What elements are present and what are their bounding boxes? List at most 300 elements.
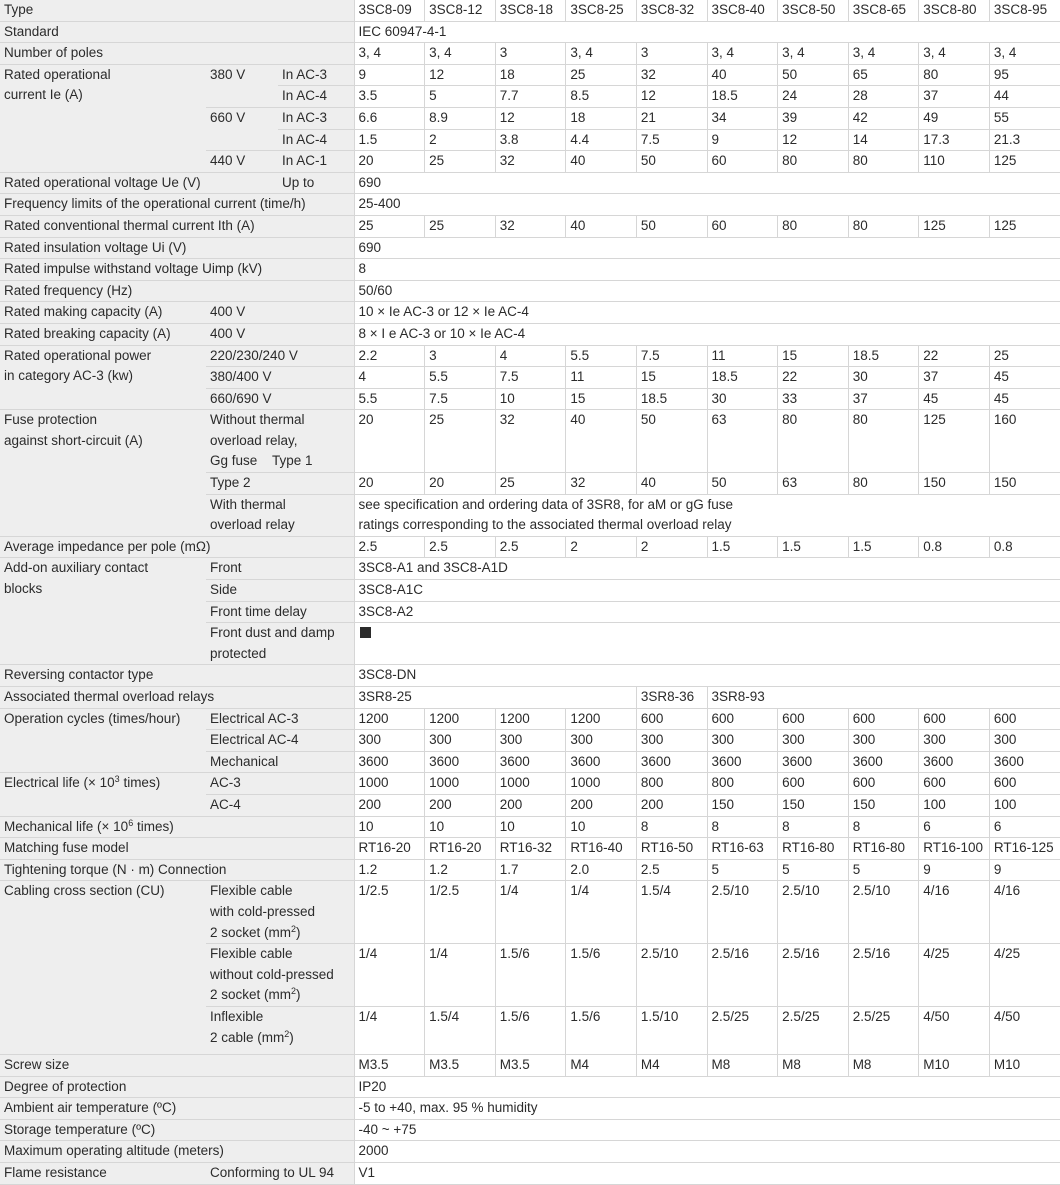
value-cell: 300	[495, 730, 566, 752]
value-cell: 300	[919, 730, 990, 752]
label-line: 2 cable (mm	[210, 1029, 285, 1045]
value-cell: 63	[707, 410, 778, 473]
value-cell: 50	[636, 215, 707, 237]
sub-label: 220/230/240 V	[206, 345, 354, 367]
value-cell: 22	[919, 345, 990, 367]
value-cell: 15	[566, 388, 637, 410]
row-cycles-e3	[0, 708, 1060, 730]
value-cell: 33	[778, 388, 849, 410]
value-cell: 18.5	[707, 86, 778, 108]
sub-label: 660/690 V	[206, 388, 354, 410]
value-cell: 600	[848, 773, 919, 795]
label-line: 2 socket (mm	[210, 987, 292, 1003]
row-reversing	[0, 665, 1060, 687]
row-breaking	[0, 323, 1060, 345]
value-cell: 37	[919, 86, 990, 108]
value-cell: 3600	[495, 751, 566, 773]
sub-label: 440 V	[206, 151, 278, 173]
sub-label	[206, 494, 354, 536]
note-line: ratings corresponding to the associated thermal overload relay	[358, 517, 732, 533]
model-header: 3SC8-25	[566, 0, 637, 21]
row-poles	[0, 43, 1060, 65]
value-cell: 125	[989, 151, 1060, 173]
sub-label: Type 2	[206, 473, 354, 495]
value-cell: 8.9	[425, 107, 496, 129]
value-cell: 690	[354, 237, 1060, 259]
value-cell: 150	[989, 473, 1060, 495]
sub-label: In AC-3	[278, 107, 354, 129]
value-cell: 40	[566, 215, 637, 237]
sub-label: Electrical AC-3	[206, 708, 354, 730]
row-label: Type	[0, 0, 354, 21]
value-cell: 5.5	[354, 388, 425, 410]
value-cell: M8	[848, 1055, 919, 1077]
value-cell: 3, 4	[354, 43, 425, 65]
value-cell: 5	[778, 859, 849, 881]
value-cell: 1/4	[425, 944, 496, 1007]
row-making	[0, 302, 1060, 324]
value-cell: 600	[919, 773, 990, 795]
row-label: Storage temperature (ºC)	[0, 1119, 354, 1141]
value-cell: 3SR8-93	[707, 687, 1060, 709]
sub-label: Front	[206, 558, 354, 580]
value-cell: 600	[778, 708, 849, 730]
row-label: Rated insulation voltage Ui (V)	[0, 237, 354, 259]
sub-label	[206, 1006, 354, 1054]
row-voltage	[0, 172, 1060, 194]
value-cell: 6	[989, 816, 1060, 838]
value-cell: 3	[425, 345, 496, 367]
value-cell: 1.7	[495, 859, 566, 881]
value-cell: 15	[778, 345, 849, 367]
value-cell: 22	[778, 367, 849, 389]
value-cell: 300	[425, 730, 496, 752]
value-cell: V1	[354, 1163, 1060, 1185]
row-label	[0, 410, 206, 537]
value-cell: 50	[636, 410, 707, 473]
row-label: Rated frequency (Hz)	[0, 280, 354, 302]
value-cell: 200	[495, 794, 566, 816]
value-cell: 60	[707, 151, 778, 173]
model-header: 3SC8-18	[495, 0, 566, 21]
value-cell: 14	[848, 129, 919, 151]
label-line: Add-on auxiliary contact	[4, 560, 149, 576]
value-cell: 1.5/4	[636, 881, 707, 944]
value-cell: 1.5/6	[495, 1006, 566, 1054]
value-cell: 40	[636, 473, 707, 495]
row-label: Rated making capacity (A)	[0, 302, 206, 324]
value-cell: IEC 60947-4-1	[354, 21, 1060, 43]
value-cell: 8	[707, 816, 778, 838]
value-cell: 20	[425, 473, 496, 495]
value-cell: 49	[919, 107, 990, 129]
value-cell: 8.5	[566, 86, 637, 108]
label-line: overload relay	[210, 517, 295, 533]
value-cell: 3600	[636, 751, 707, 773]
value-cell: 100	[919, 794, 990, 816]
value-cell: IP20	[354, 1076, 1060, 1098]
value-cell: 2.5	[354, 536, 425, 558]
value-cell: 600	[636, 708, 707, 730]
value-cell: 32	[566, 473, 637, 495]
value-cell: 30	[848, 367, 919, 389]
value-cell: 17.3	[919, 129, 990, 151]
row-impulse	[0, 259, 1060, 281]
value-cell: 2.5	[636, 859, 707, 881]
model-header: 3SC8-50	[778, 0, 849, 21]
row-insulation	[0, 237, 1060, 259]
value-cell: 1/4	[566, 881, 637, 944]
value-cell: M3.5	[495, 1055, 566, 1077]
row-mlife	[0, 816, 1060, 838]
value-cell: 20	[354, 473, 425, 495]
value-cell: 9	[707, 129, 778, 151]
row-label: Standard	[0, 21, 354, 43]
value-cell: 9	[919, 859, 990, 881]
value-cell: 1.2	[425, 859, 496, 881]
row-impedance	[0, 536, 1060, 558]
row-label: Rated operational voltage Ue (V)	[0, 172, 278, 194]
sub-label: Conforming to UL 94	[206, 1163, 354, 1185]
sub-label: 400 V	[206, 323, 354, 345]
value-cell: 25	[425, 410, 496, 473]
value-cell: 24	[778, 86, 849, 108]
value-cell: 40	[566, 410, 637, 473]
value-cell: 3SR8-25	[354, 687, 636, 709]
value-cell: 39	[778, 107, 849, 129]
value-cell: 2.5/16	[848, 944, 919, 1007]
sub-label	[206, 881, 354, 944]
value-cell: M3.5	[354, 1055, 425, 1077]
value-cell: 18	[566, 107, 637, 129]
value-cell: 65	[848, 64, 919, 86]
label-line: Inflexible	[210, 1008, 264, 1024]
value-cell: 12	[495, 107, 566, 129]
sub-label: 400 V	[206, 302, 354, 324]
value-cell: 10	[495, 816, 566, 838]
label-line: with cold-pressed	[210, 903, 316, 919]
value-cell: 32	[495, 151, 566, 173]
value-cell: RT16-80	[848, 838, 919, 860]
value-cell: 8	[636, 816, 707, 838]
value-cell: 1200	[495, 708, 566, 730]
value-cell: 5	[848, 859, 919, 881]
value-cell: 6.6	[354, 107, 425, 129]
value-cell: 300	[354, 730, 425, 752]
value-cell: 300	[989, 730, 1060, 752]
value-cell: 25	[495, 473, 566, 495]
value-cell: 2000	[354, 1141, 1060, 1163]
value-cell: M8	[707, 1055, 778, 1077]
sub-label	[206, 623, 354, 665]
sub-label: AC-4	[206, 794, 354, 816]
value-cell: 300	[848, 730, 919, 752]
row-storage	[0, 1119, 1060, 1141]
value-cell: M4	[566, 1055, 637, 1077]
value-cell: 4	[495, 345, 566, 367]
label-sup: 2	[291, 923, 297, 934]
value-cell: 3.5	[354, 86, 425, 108]
value-cell: 18.5	[707, 367, 778, 389]
label-line: Flexible cable	[210, 883, 293, 899]
model-header: 3SC8-65	[848, 0, 919, 21]
value-cell: 10	[566, 816, 637, 838]
value-cell: 37	[919, 367, 990, 389]
value-cell: RT16-125	[989, 838, 1060, 860]
value-cell: 1.5/6	[566, 1006, 637, 1054]
row-fuse-type1	[0, 410, 1060, 473]
value-cell: 40	[566, 151, 637, 173]
row-label: Tightening torque (N · m) Connection	[0, 859, 354, 881]
row-label: Degree of protection	[0, 1076, 354, 1098]
value-cell: 20	[354, 410, 425, 473]
value-cell: 1.5	[778, 536, 849, 558]
value-cell: 6	[919, 816, 990, 838]
value-cell: 1200	[354, 708, 425, 730]
value-cell: 1.5	[354, 129, 425, 151]
sub-label: Up to	[278, 172, 354, 194]
value-cell: 3600	[566, 751, 637, 773]
value-cell: 3, 4	[778, 43, 849, 65]
value-cell: 1/4	[354, 944, 425, 1007]
label-sup: 3	[114, 774, 120, 785]
value-cell: 2.5/25	[778, 1006, 849, 1054]
value-cell: 1000	[354, 773, 425, 795]
value-cell: 3SR8-36	[636, 687, 707, 709]
row-standard	[0, 21, 1060, 43]
row-label: Cabling cross section (CU)	[0, 881, 206, 1055]
sub-label: In AC-1	[278, 151, 354, 173]
value-cell: 18.5	[636, 388, 707, 410]
value-cell: 2.2	[354, 345, 425, 367]
row-fuse-model	[0, 838, 1060, 860]
value-cell: 600	[778, 773, 849, 795]
value-cell: 25	[989, 345, 1060, 367]
value-cell: 1000	[425, 773, 496, 795]
label-part: times)	[133, 818, 174, 834]
row-label	[0, 773, 206, 816]
label-part: )	[289, 1029, 294, 1045]
value-cell: 2.5/10	[636, 944, 707, 1007]
value-cell: 3600	[778, 751, 849, 773]
value-cell: 600	[848, 708, 919, 730]
value-cell: 3, 4	[989, 43, 1060, 65]
value-cell: 2.0	[566, 859, 637, 881]
model-header: 3SC8-80	[919, 0, 990, 21]
label-part: Electrical life (× 10	[4, 775, 115, 791]
value-cell: 600	[989, 708, 1060, 730]
sub-label: 660 V	[206, 107, 278, 150]
row-label: Matching fuse model	[0, 838, 354, 860]
value-cell: 20	[354, 151, 425, 173]
row-label: Rated conventional thermal current Ith (A)	[0, 215, 354, 237]
value-cell: 800	[636, 773, 707, 795]
value-cell: 25	[425, 215, 496, 237]
value-cell: 5	[425, 86, 496, 108]
sub-label: Electrical AC-4	[206, 730, 354, 752]
value-cell: 200	[566, 794, 637, 816]
value-cell: 1000	[566, 773, 637, 795]
value-cell: 0.8	[919, 536, 990, 558]
value-cell: M10	[989, 1055, 1060, 1077]
value-cell: 7.5	[495, 367, 566, 389]
value-cell: 63	[778, 473, 849, 495]
value-cell: 80	[778, 410, 849, 473]
value-cell: 2.5/10	[848, 881, 919, 944]
label-part: times)	[119, 775, 161, 791]
label-part: )	[296, 987, 301, 1003]
value-cell: 3SC8-A1 and 3SC8-A1D	[354, 558, 1060, 580]
value-cell: 45	[989, 388, 1060, 410]
row-flame	[0, 1163, 1060, 1185]
value-cell: 150	[919, 473, 990, 495]
value-cell: 45	[989, 367, 1060, 389]
value-cell: 18	[495, 64, 566, 86]
value-cell: 1.5/10	[636, 1006, 707, 1054]
value-cell: 2.5/10	[778, 881, 849, 944]
label-sup: 2	[284, 1028, 290, 1039]
value-cell: 300	[636, 730, 707, 752]
value-cell: 5.5	[566, 345, 637, 367]
value-cell: 80	[919, 64, 990, 86]
label-line: against short-circuit (A)	[4, 432, 143, 448]
value-cell: 1.5/6	[566, 944, 637, 1007]
value-cell: 3, 4	[848, 43, 919, 65]
value-cell: 3SC8-A2	[354, 601, 1060, 623]
value-cell: 4.4	[566, 129, 637, 151]
value-cell: 12	[425, 64, 496, 86]
value-cell: 3600	[989, 751, 1060, 773]
value-cell: 21.3	[989, 129, 1060, 151]
value-cell: 125	[989, 215, 1060, 237]
value-cell: 12	[778, 129, 849, 151]
value-cell: 1.2	[354, 859, 425, 881]
value-cell: 8 × I e AC-3 or 10 × Ie AC-4	[354, 323, 1060, 345]
value-cell: 44	[989, 86, 1060, 108]
sub-label: AC-3	[206, 773, 354, 795]
value-cell: 600	[989, 773, 1060, 795]
value-cell: 150	[848, 794, 919, 816]
value-cell: 10	[495, 388, 566, 410]
value-cell: 80	[848, 215, 919, 237]
label-line: 2 socket (mm	[210, 924, 292, 940]
value-cell: 4/50	[989, 1006, 1060, 1054]
value-cell: 34	[707, 107, 778, 129]
label-line: Rated operational power	[4, 347, 152, 363]
row-label: Ambient air temperature (ºC)	[0, 1098, 354, 1120]
row-label: Rated impulse withstand voltage Uimp (kV)	[0, 259, 354, 281]
row-torque	[0, 859, 1060, 881]
value-cell: 32	[495, 410, 566, 473]
value-cell: 125	[919, 410, 990, 473]
value-cell: 50/60	[354, 280, 1060, 302]
value-cell: 200	[425, 794, 496, 816]
value-cell: M3.5	[425, 1055, 496, 1077]
value-cell: 7.7	[495, 86, 566, 108]
value-cell: 800	[707, 773, 778, 795]
value-cell: 160	[989, 410, 1060, 473]
value-cell: -5 to +40, max. 95 % humidity	[354, 1098, 1060, 1120]
value-cell: 600	[707, 708, 778, 730]
value-cell: 1200	[566, 708, 637, 730]
value-cell: 10 × Ie AC-3 or 12 × Ie AC-4	[354, 302, 1060, 324]
value-cell: 4/16	[989, 881, 1060, 944]
row-cabling-a	[0, 881, 1060, 944]
note-line: see specification and ordering data of 3SR8, for aM or gG fuse	[358, 496, 733, 512]
label-line: protected	[210, 645, 267, 661]
value-cell: 1.5	[707, 536, 778, 558]
value-cell: 60	[707, 215, 778, 237]
value-cell: 3SC8-A1C	[354, 580, 1060, 602]
value-cell: 80	[848, 151, 919, 173]
value-cell: 3.8	[495, 129, 566, 151]
model-header: 3SC8-09	[354, 0, 425, 21]
value-cell	[354, 494, 1060, 536]
value-cell: 9	[989, 859, 1060, 881]
value-cell: 200	[636, 794, 707, 816]
row-screw	[0, 1055, 1060, 1077]
value-cell: 110	[919, 151, 990, 173]
value-cell: 3600	[848, 751, 919, 773]
model-header: 3SC8-12	[425, 0, 496, 21]
row-freq-limits	[0, 194, 1060, 216]
value-cell: 8	[778, 816, 849, 838]
black-square-icon	[360, 627, 371, 638]
value-cell: 2.5/10	[707, 881, 778, 944]
value-cell: 32	[495, 215, 566, 237]
label-line: without cold-pressed	[210, 966, 334, 982]
value-cell: RT16-50	[636, 838, 707, 860]
label-line: Without thermal	[210, 412, 305, 428]
row-thermal	[0, 215, 1060, 237]
value-cell: 50	[707, 473, 778, 495]
row-ambient	[0, 1098, 1060, 1120]
value-cell: 25-400	[354, 194, 1060, 216]
value-cell: 55	[989, 107, 1060, 129]
value-cell	[354, 623, 1060, 665]
value-cell: 1.5	[848, 536, 919, 558]
value-cell: RT16-100	[919, 838, 990, 860]
value-cell: 600	[919, 708, 990, 730]
value-cell: 80	[848, 410, 919, 473]
row-addon-front	[0, 558, 1060, 580]
value-cell: 95	[989, 64, 1060, 86]
sub-label: Front time delay	[206, 601, 354, 623]
label-line: Rated operational	[4, 66, 111, 82]
value-cell: 2	[425, 129, 496, 151]
value-cell: 4/50	[919, 1006, 990, 1054]
value-cell: 150	[707, 794, 778, 816]
value-cell: M4	[636, 1055, 707, 1077]
label-sup: 2	[291, 986, 297, 997]
value-cell: 45	[919, 388, 990, 410]
row-label: Maximum operating altitude (meters)	[0, 1141, 354, 1163]
value-cell: 25	[354, 215, 425, 237]
value-cell: 28	[848, 86, 919, 108]
value-cell: 4	[354, 367, 425, 389]
value-cell: 2	[636, 536, 707, 558]
value-cell: 100	[989, 794, 1060, 816]
row-label: Operation cycles (times/hour)	[0, 708, 206, 773]
label-part: )	[296, 924, 301, 940]
value-cell: 80	[778, 151, 849, 173]
sub-label: In AC-4	[278, 129, 354, 151]
value-cell: 25	[566, 64, 637, 86]
row-label: Reversing contactor type	[0, 665, 354, 687]
row-elife-ac3	[0, 773, 1060, 795]
label-line: overload relay,	[210, 432, 298, 448]
row-current-380-ac3	[0, 64, 1060, 86]
